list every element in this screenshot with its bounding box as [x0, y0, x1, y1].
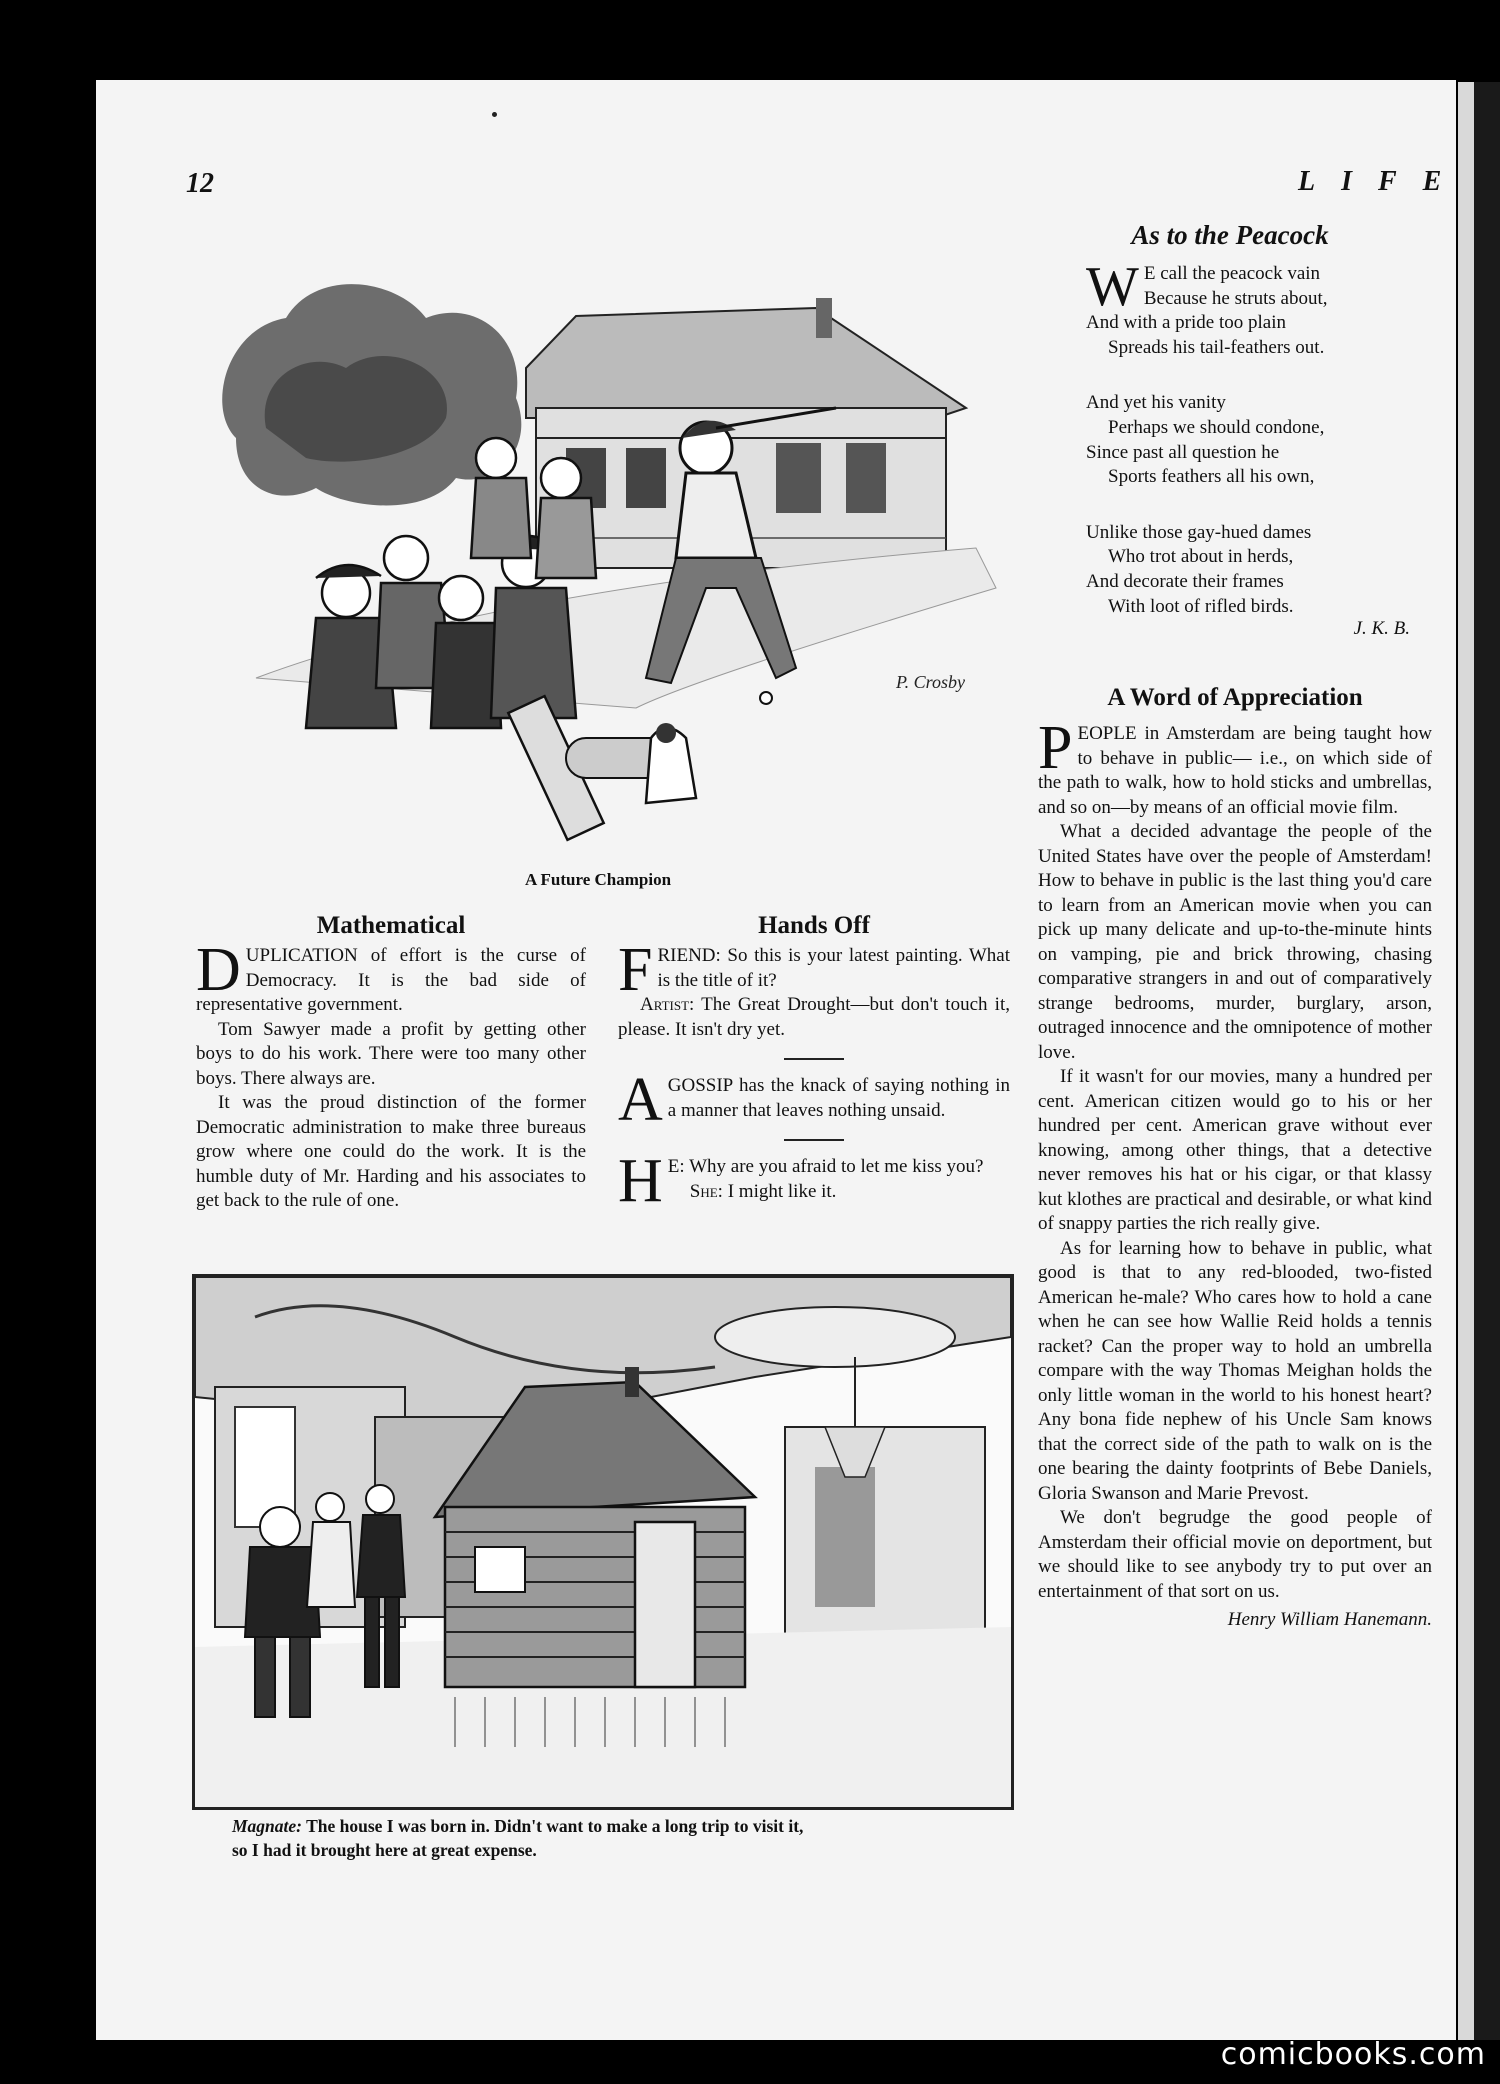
section-rule — [784, 1058, 844, 1060]
dropcap-d: D — [196, 936, 241, 1004]
watermark: comicbooks.com — [1220, 2037, 1486, 2072]
caption-log-cabin — [232, 1814, 1012, 1862]
poem-line: Because he struts about, — [1143, 287, 1328, 309]
appreciation-signature: Henry William Hanemann. — [1227, 1609, 1432, 1630]
mathematical-paragraph-3: It was the proud distinction of the former Democratic administration to make three bureaus grow where one could do the work. It is the humble duty of Mr. Harding and his associates to get back to the rule of one. — [196, 1092, 586, 1211]
heading-mathematical: Mathematical — [316, 912, 466, 939]
appreciation-paragraph-1: EOPLE in Amsterdam are being taught how to behave in public— i.e., on which side of the path to walk, how to hold sticks and umbrellas, and so on—by means of an official movie film. — [1038, 723, 1432, 818]
mathematical-paragraph-1: UPLICATION of effort is the curse of Democracy. It is the bad side of representative government. — [196, 945, 586, 1015]
artist-label: Artist: — [640, 994, 695, 1015]
poem-line: And with a pride too plain — [1086, 312, 1286, 334]
poem-line: With loot of rifled birds. — [1108, 595, 1294, 617]
poem-peacock — [1086, 256, 1426, 619]
caption-speaker: Magnate: — [232, 1816, 302, 1836]
poem-line: And decorate their frames — [1086, 570, 1284, 592]
he-line: E: Why are you afraid to let me kiss you? — [667, 1156, 984, 1177]
poem-line: Who trot about in herds, — [1108, 546, 1294, 568]
poem-line: Perhaps we should condone, — [1108, 416, 1325, 438]
hands-off-friend-line: RIEND: So this is your latest painting. What is the title of it? — [657, 945, 1010, 991]
caption-line-1: The house I was born in. Didn't want to make a long trip to visit it, — [306, 1816, 804, 1836]
appreciation-paragraph-4: As for learning how to behave in public, what good is that to any red-blooded, two-fisted American he-male? Who cares how to hold a cane when he can see how Wallie Reid holds a tennis racket? Can the proper way to hold an umbrella compare with the way Thomas Meighan holds the only little woman in the world to his honest heart? Any bona fide nephew of his Uncle Sam knows that the correct side of the path to walk on is the one bearing the dainty footprints of Bebe Daniels, Gloria Swanson and Marie Prevost. — [1038, 1237, 1432, 1504]
dropcap-h: H — [618, 1147, 663, 1215]
dropcap-a: A — [618, 1066, 663, 1134]
poem-stanza-2 — [1086, 391, 1426, 489]
illustration-log-cabin — [192, 1274, 1014, 1810]
running-head: LIFE — [1298, 166, 1468, 197]
golf-boys-drawing — [196, 258, 1016, 870]
mathematical-paragraph-2: Tom Sawyer made a profit by getting other boys to do his work. There were too many other boys. There always are. — [196, 1018, 586, 1089]
article-mathematical — [196, 936, 586, 1214]
poem-stanza-1 — [1086, 256, 1426, 360]
poem-line: Sports feathers all his own, — [1108, 466, 1315, 488]
heading-peacock: As to the Peacock — [1131, 220, 1329, 250]
she-line: I might like it. — [727, 1180, 837, 1202]
section-rule — [784, 1139, 844, 1141]
poem-stanza-3 — [1086, 521, 1426, 619]
poem-line: E call the peacock vain — [1143, 263, 1321, 284]
she-label: She: — [689, 1180, 723, 1202]
caption-line-2: so I had it brought here at great expense. — [232, 1840, 537, 1860]
dropcap-f: F — [618, 936, 653, 1004]
illustration-signature: P. Crosby — [896, 672, 966, 692]
dropcap-w: W — [1086, 256, 1139, 318]
dropcap-p: P — [1038, 714, 1073, 782]
log-cabin-drawing — [195, 1277, 1011, 1807]
heading-hands-off: Hands Off — [758, 912, 870, 939]
poem-line: Unlike those gay-hued dames — [1086, 521, 1312, 543]
illustration-future-champion — [196, 258, 1016, 870]
poem-signature: J. K. B. — [1353, 618, 1410, 639]
caption-future-champion: A Future Champion — [524, 870, 672, 889]
article-hands-off — [618, 936, 1010, 1215]
page-number: 12 — [186, 168, 214, 199]
poem-line: Since past all question he — [1086, 441, 1280, 463]
appreciation-paragraph-5: We don't begrudge the good people of Amsterdam their official movie on deportment, but we should like to see anybody try to put over an entertainment of that sort on us. — [1038, 1507, 1432, 1602]
appreciation-paragraph-3: If it wasn't for our movies, many a hundred per cent. American citizen would go to his or her hundred per cent. American grave without ever knowing, among other things, that a detective never removes his hat or his cigar, or that klassy kut klothes are practical and desirable, or what kind of snappy parties the rich really give. — [1038, 1066, 1432, 1234]
gossip-paragraph: GOSSIP has the knack of saying nothing in a manner that leaves nothing unsaid. — [667, 1075, 1010, 1121]
heading-appreciation: A Word of Appreciation — [1107, 684, 1363, 711]
printing-speck — [492, 112, 497, 117]
poem-line: And yet his vanity — [1086, 392, 1226, 414]
page-gutter-shadow — [1474, 82, 1500, 2040]
page-spine — [1458, 82, 1474, 2040]
poem-line: Spreads his tail-feathers out. — [1108, 336, 1325, 358]
article-appreciation — [1038, 714, 1432, 1633]
hands-off-artist-line: The Great Drought—but don't touch it, please. It isn't dry yet. — [618, 994, 1010, 1040]
appreciation-paragraph-2: What a decided advantage the people of the United States have over the people of Amsterdam! How to behave in public is the last thing you'd care to learn from an American movie when you can pick up many delicate and up-to-the-minute hints on vamping, pie and brick throwing, chasing comparative strangers in and out of comparatively strange bedrooms, murder, burglary, arson, outraged innocence and the omnipotence of mother love. — [1038, 821, 1432, 1063]
